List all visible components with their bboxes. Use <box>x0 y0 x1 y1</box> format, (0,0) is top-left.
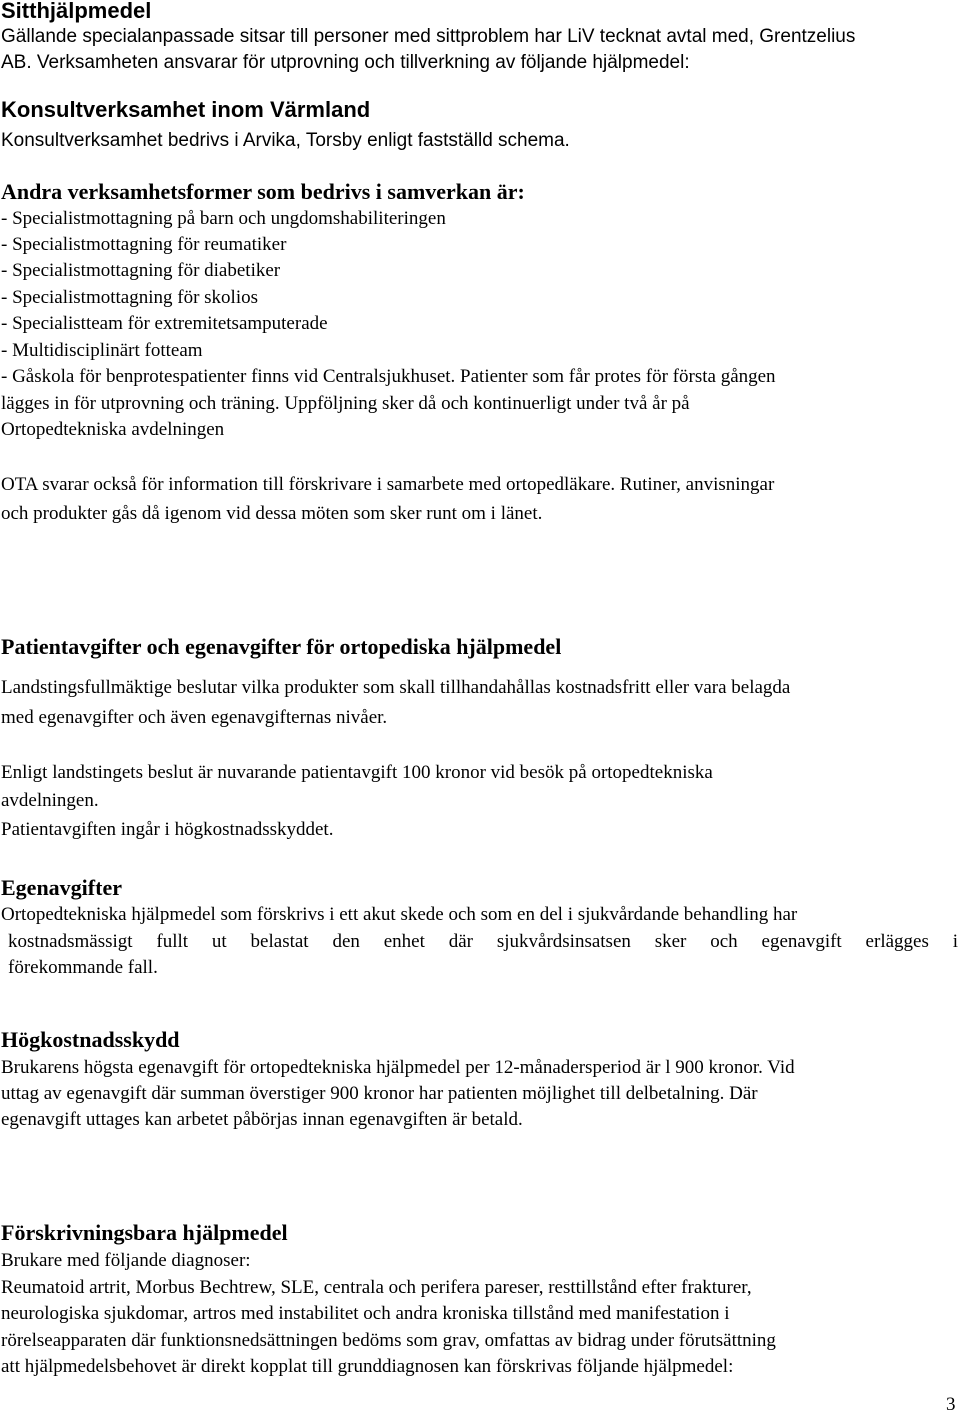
section-title-hogkostnadsskydd: Högkostnadsskydd <box>1 1027 180 1052</box>
list-item: Ortopedtekniska avdelningen <box>1 419 225 440</box>
paragraph-line: att hjälpmedelsbehovet är direkt kopplat till grunddiagnosen kan förskrivas följande hjälpmedel: <box>1 1356 734 1377</box>
paragraph-line: Brukare med följande diagnoser: <box>1 1250 251 1271</box>
paragraph-line: Konsultverksamhet bedrivs i Arvika, Torsby enligt fastställd schema. <box>1 130 570 151</box>
page-number: 3 <box>946 1394 956 1415</box>
paragraph-line: Gällande specialanpassade sitsar till personer med sittproblem har LiV tecknat avtal med, Grentzelius <box>1 26 856 47</box>
paragraph-line: kostnadsmässigt fullt ut belastat den enhet där sjukvårdsinsatsen sker och egenavgift erlägges i <box>8 931 958 952</box>
section-title-egenavgifter: Egenavgifter <box>1 875 122 900</box>
section-title-sitthjalpmedel: Sitthjälpmedel <box>1 0 152 23</box>
list-item: - Specialistmottagning för diabetiker <box>1 260 281 281</box>
paragraph-line: Reumatoid artrit, Morbus Bechtrew, SLE, centrala och perifera pareser, resttillstånd efter frakturer, <box>1 1277 752 1298</box>
paragraph-line: rörelseapparaten där funktionsnedsättningen bedöms som grav, omfattas av bidrag under förutsättning <box>1 1330 776 1351</box>
paragraph-line: och produkter gås då igenom vid dessa möten som sker runt om i länet. <box>1 503 543 524</box>
list-item: lägges in för utprovning och träning. Uppföljning sker då och kontinuerligt under två år på <box>1 393 690 414</box>
paragraph-line: OTA svarar också för information till förskrivare i samarbete med ortopedläkare. Rutiner, anvisningar <box>1 474 775 495</box>
paragraph-line: AB. Verksamheten ansvarar för utprovning och tillverkning av följande hjälpmedel: <box>1 52 690 73</box>
list-item: - Specialistmottagning för skolios <box>1 287 259 308</box>
list-item: - Multidisciplinärt fotteam <box>1 340 203 361</box>
list-item: - Specialistmottagning på barn och ungdomshabiliteringen <box>1 208 446 229</box>
paragraph-line: med egenavgifter och även egenavgifternas nivåer. <box>1 707 388 728</box>
section-title-andra-verksamhetsformer: Andra verksamhetsformer som bedrivs i samverkan är: <box>1 179 525 204</box>
paragraph-line: neurologiska sjukdomar, artros med instabilitet och andra kroniska tillstånd med manifestation i <box>1 1303 730 1324</box>
section-title-konsultverksamhet: Konsultverksamhet inom Värmland <box>1 97 371 122</box>
section-title-patientavgifter: Patientavgifter och egenavgifter för ortopediska hjälpmedel <box>1 634 562 659</box>
list-item: - Gåskola för benprotespatienter finns vid Centralsjukhuset. Patienter som får protes för första gången <box>1 366 776 387</box>
paragraph-line: avdelningen. <box>1 790 99 811</box>
list-item: - Specialistteam för extremitetsamputerade <box>1 313 328 334</box>
paragraph-line: Ortopedtekniska hjälpmedel som förskrivs i ett akut skede och som en del i sjukvårdande behandling har <box>1 904 798 925</box>
paragraph-line: Landstingsfullmäktige beslutar vilka produkter som skall tillhandahållas kostnadsfritt eller vara belagda <box>1 677 791 698</box>
paragraph-line: Brukarens högsta egenavgift för ortopedtekniska hjälpmedel per 12-månadersperiod är l 900 kronor. Vid <box>1 1057 795 1078</box>
paragraph-line: Enligt landstingets beslut är nuvarande patientavgift 100 kronor vid besök på ortopedtekniska <box>1 762 713 783</box>
paragraph-line: förekommande fall. <box>8 957 158 978</box>
paragraph-line: egenavgift uttages kan arbetet påbörjas innan egenavgiften är betald. <box>1 1109 523 1130</box>
paragraph-line: Patientavgiften ingår i högkostnadsskyddet. <box>1 819 334 840</box>
paragraph-line: uttag av egenavgift där summan överstiger 900 kronor har patienten möjlighet till delbetalning. Där <box>1 1083 758 1104</box>
list-item: - Specialistmottagning för reumatiker <box>1 234 287 255</box>
section-title-forskrivningsbara: Förskrivningsbara hjälpmedel <box>1 1220 288 1245</box>
